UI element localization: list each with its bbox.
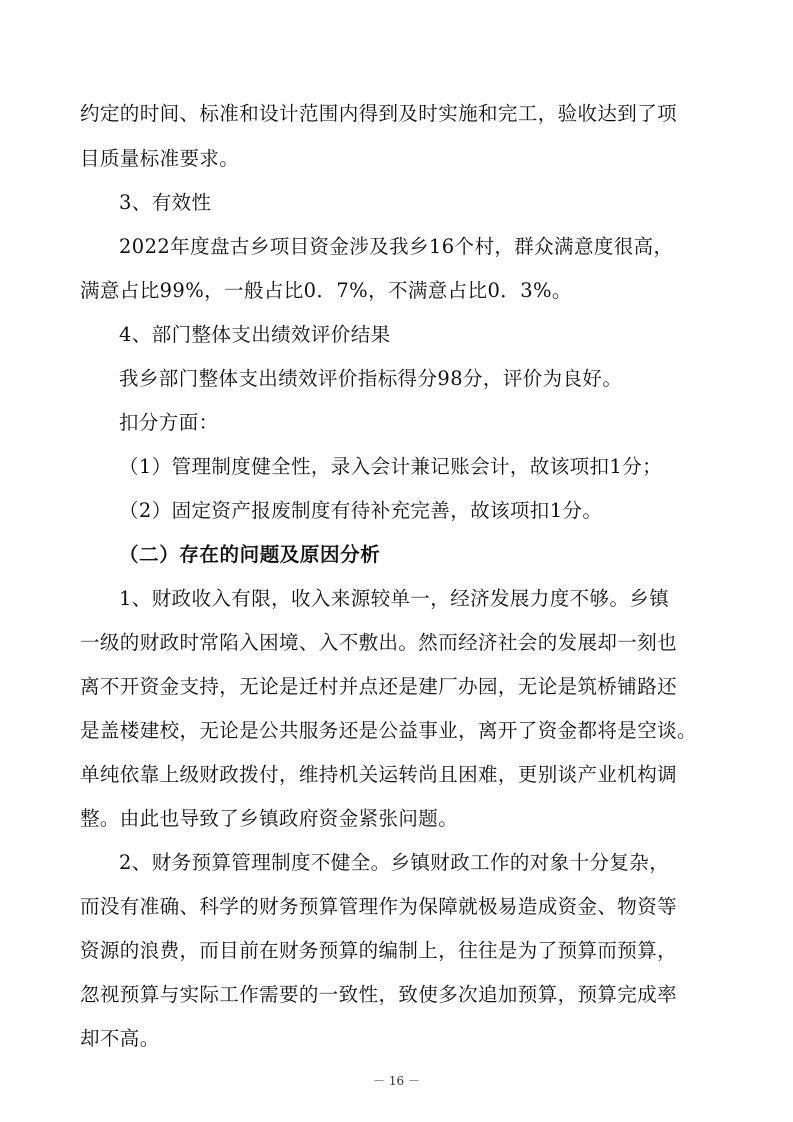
section-label: 3、有效性 — [119, 191, 212, 214]
paragraph-line: 扣分方面： — [119, 411, 219, 434]
paragraph-line: 2022年度盘古乡项目资金涉及我乡16个村，群众满意度很高， — [119, 235, 674, 258]
paragraph-line: 单纯依靠上级财政拨付，维持机关运转尚且困难，更别谈产业机构调 — [80, 763, 678, 786]
paragraph-line: 1、财政收入有限，收入来源较单一，经济发展力度不够。乡镇 — [119, 587, 670, 610]
paragraph-line: 而没有准确、科学的财务预算管理作为保障就极易造成资金、物资等 — [80, 895, 678, 918]
paragraph-line: 2、财务预算管理制度不健全。乡镇财政工作的对象十分复杂， — [119, 851, 670, 874]
paragraph-line: 满意占比99%，一般占比0．7%，不满意占比0．3%。 — [80, 279, 572, 302]
section-label: 4、部门整体支出绩效评价结果 — [119, 323, 391, 346]
paragraph-line: 约定的时间、标准和设计范围内得到及时实施和完工，验收达到了项 — [80, 102, 678, 125]
section-heading: （二）存在的问题及原因分析 — [119, 543, 381, 566]
list-item: （2）固定资产报废制度有待补充完善，故该项扣1分。 — [119, 499, 603, 522]
paragraph-line: 忽视预算与实际工作需要的一致性，致使多次追加预算，预算完成率 — [80, 983, 678, 1006]
list-item: （1）管理制度健全性，录入会计兼记账会计，故该项扣1分； — [119, 455, 663, 478]
paragraph-line: 一级的财政时常陷入困境、入不敷出。然而经济社会的发展却一刻也 — [80, 631, 678, 654]
paragraph-line: 整。由此也导致了乡镇政府资金紧张问题。 — [80, 807, 459, 830]
paragraph-line: 资源的浪费，而目前在财务预算的编制上，往往是为了预算而预算， — [80, 939, 678, 962]
paragraph-line: 是盖楼建校，无论是公共服务还是公益事业，离开了资金都将是空谈。 — [80, 719, 697, 742]
paragraph-line: 我乡部门整体支出绩效评价指标得分98分，评价为良好。 — [119, 367, 623, 390]
paragraph-line: 目质量标准要求。 — [80, 147, 240, 170]
page-number: － 16 － — [373, 1074, 420, 1088]
paragraph-line: 却不高。 — [80, 1027, 160, 1050]
paragraph-line: 离不开资金支持，无论是迁村并点还是建厂办园，无论是筑桥铺路还 — [80, 675, 678, 698]
